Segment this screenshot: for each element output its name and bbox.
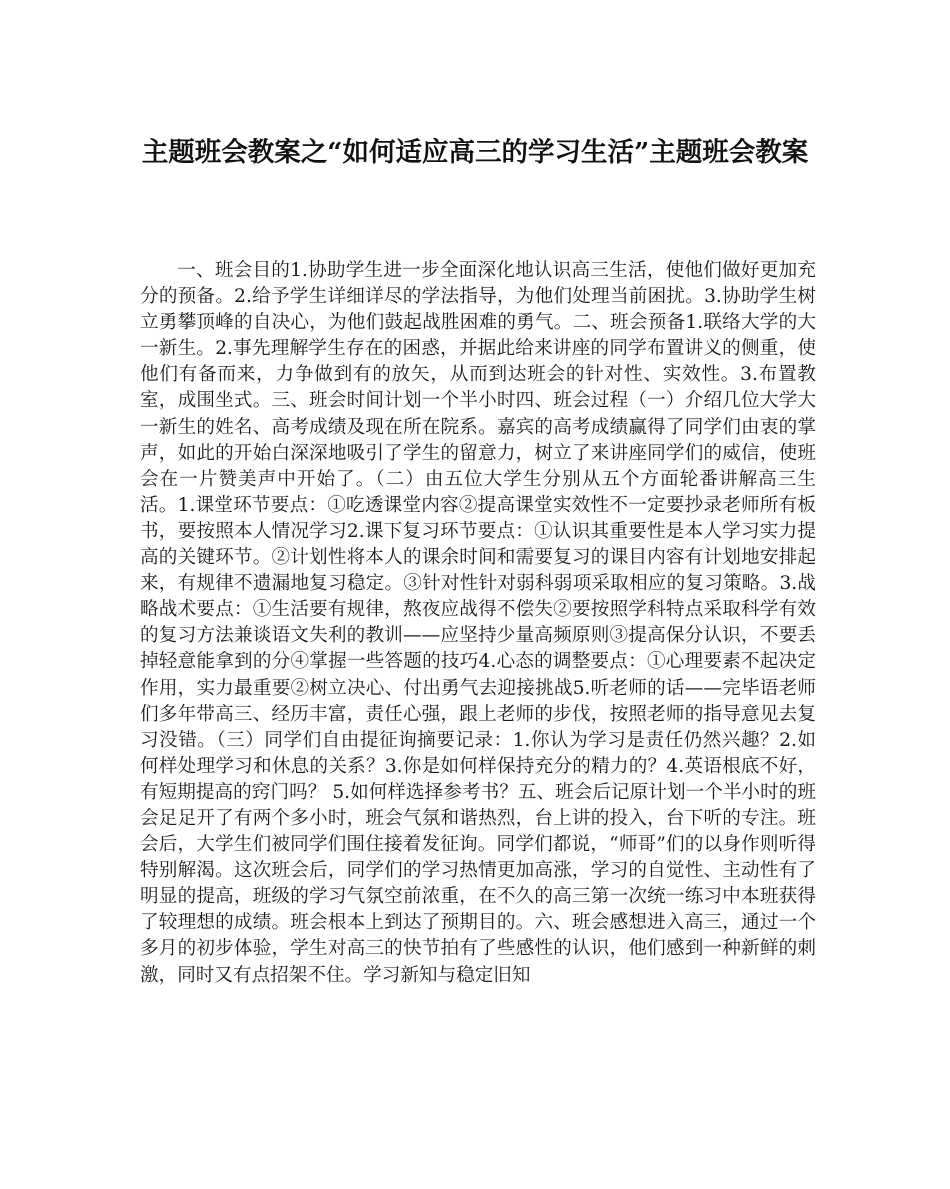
document-title: 主题班会教案之“如何适应高三的学习生活”主题班会教案 xyxy=(141,137,809,168)
document-body-paragraph: 一、班会目的1.协助学生进一步全面深化地认识高三生活，使他们做好更加充分的预备。2.给予学生详细详尽的学法指导，为他们处理当前困扰。3.协助学生树立勇攀顶峰的自决心，为他们鼓起战胜困难的勇气。二、班会预备1.联络大学的大一新生。2.事先理解学生存在的困惑，并据此给来讲座的同学布置讲义的侧重，使他们有备而来，力争做到有的放矢，从而到达班会的针对性、实效性。3.布置教室，成围坐式。三、班会时间计划一个半小时四、班会过程（一）介绍几位大学大一新生的姓名、高考成绩及现在所在院系。嘉宾的高考成绩赢得了同学们由衷的掌声，如此的开始白深深地吸引了学生的留意力，树立了来讲座同学们的威信，使班会在一片赞美声中开始了。（二）由五位大学生分别从五个方面轮番讲解高三生活。1.课堂环节要点：①吃透课堂内容②提高课堂实效性不一定要抄录老师所有板书，要按照本人情况学习2.课下复习环节要点：①认识其重要性是本人学习实力提高的关键环节。②计划性将本人的课余时间和需要复习的课目内容有计划地安排起来，有规律不遗漏地复习稳定。③针对性针对弱科弱项采取相应的复习策略。3.战略战术要点：①生活要有规律，熬夜应战得不偿失②要按照学科特点采取科学有效的复习方法兼谈语文失利的教训——应坚持少量高频原则③提高保分认识，不要丢掉轻意能拿到的分④掌握一些答题的技巧4.心态的调整要点：①心理要素不起决定作用，实力最重要②树立决心、付出勇气去迎接挑战5.听老师的话——完毕语老师们多年带高三、经历丰富，责任心强，跟上老师的步伐，按照老师的指导意见去复习没错。（三）同学们自由提征询摘要记录：1.你认为学习是责任仍然兴趣？2.如何样处理学习和休息的关系？3.你是如何样保持充分的精力的？4.英语根底不好，有短期提高的窍门吗？ 5.如何样选择参考书？五、班会后记原计划一个半小时的班会足足开了有两个多小时，班会气氛和谐热烈，台上讲的投入，台下听的专注。班会后，大学生们被同学们围住接着发征询。同学们都说，“师哥”们的以身作则听得特别解渴。这次班会后，同学们的学习热情更加高涨，学习的自觉性、主动性有了明显的提高，班级的学习气氛空前浓重，在不久的高三第一次统一练习中本班获得了较理想的成绩。班会根本上到达了预期目的。六、班会感想进入高三，通过一个多月的初步体验，学生对高三的快节拍有了些感性的认识，他们感到一种新鲜的刺激，同时又有点招架不住。学习新知与稳定旧知 xyxy=(140,260,816,986)
